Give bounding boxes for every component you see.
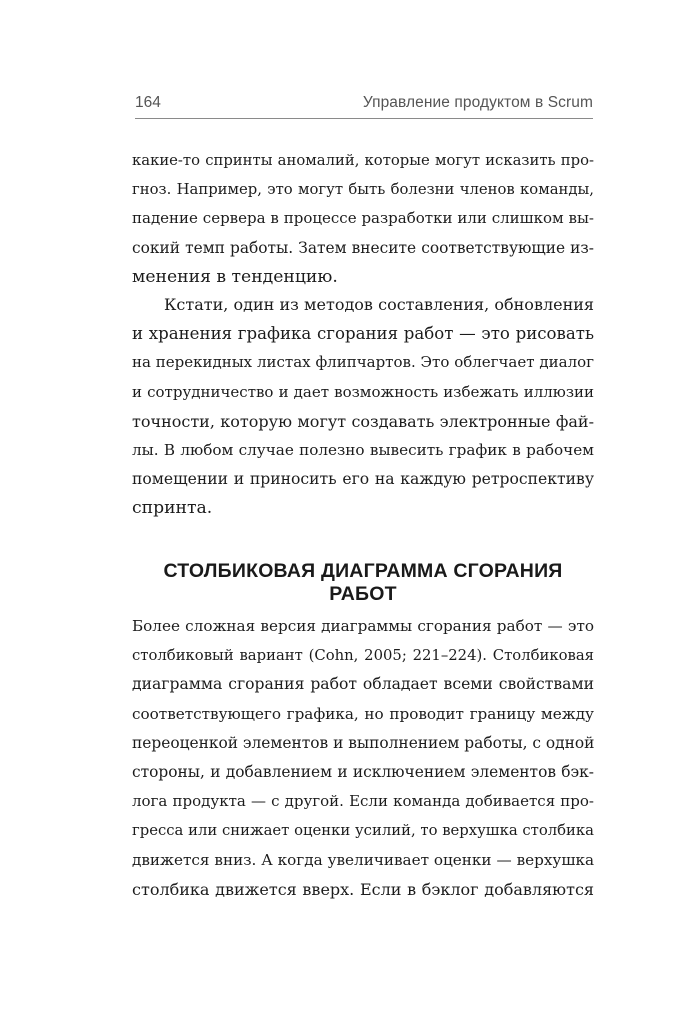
paragraph-line: помещении и приносить его на каждую ретроспективу xyxy=(132,470,594,489)
paragraph-line: гноз. Например, это могут быть болезни членов команды, xyxy=(132,181,594,199)
paragraph-line: столбиковый вариант (Cohn, 2005; 221–224). Столбиковая xyxy=(132,647,594,665)
paragraph-3 xyxy=(132,612,594,904)
paragraph-line: соответствующего графика, но проводит границу между xyxy=(132,704,594,723)
page-number: 164 xyxy=(135,94,161,111)
page-header xyxy=(135,92,593,119)
paragraph-2 xyxy=(132,290,594,524)
paragraph-line: точности, которую могут создавать электронные фай- xyxy=(132,411,594,431)
paragraph-line: сокий темп работы. Затем внесите соответствующие из- xyxy=(132,238,594,257)
paragraph-1 xyxy=(132,146,594,292)
paragraph-line: и сотрудничество и дает возможность избежать иллюзии xyxy=(132,382,594,401)
paragraph-line: лога продукта — с другой. Если команда добивается про- xyxy=(132,792,594,811)
paragraph-line: лы. В любом случае полезно вывесить график в рабочем xyxy=(132,440,594,459)
section-heading: СТОЛБИКОВАЯ ДИАГРАММА СГОРАНИЯ РАБОТ xyxy=(163,560,563,605)
paragraph-line: спринта. xyxy=(132,498,213,519)
paragraph-line: переоценкой элементов и выполнением работы, с одной xyxy=(132,733,595,752)
paragraph-line: столбика движется вверх. Если в бэклог добавляются xyxy=(132,879,594,899)
paragraph-line: какие-то спринты аномалий, которые могут исказить про- xyxy=(132,152,594,169)
paragraph-line: и хранения графика сгорания работ — это рисовать xyxy=(132,324,594,344)
paragraph-line: диаграмма сгорания работ обладает всеми свойствами xyxy=(132,675,594,694)
paragraph-line: на перекидных листах флипчартов. Это облегчает диалог xyxy=(132,353,594,372)
paragraph-line: Кстати, один из методов составления, обновления xyxy=(164,295,594,314)
paragraph-line: менения в тенденцию. xyxy=(132,266,338,287)
paragraph-line: стороны, и добавлением и исключением элементов бэк- xyxy=(132,762,594,781)
paragraph-line: движется вниз. А когда увеличивает оценки — верхушка xyxy=(132,850,594,869)
paragraph-line: гресса или снижает оценки усилий, то верхушка столбика xyxy=(132,822,594,840)
paragraph-line: падение сервера в процессе разработки или слишком вы- xyxy=(132,209,594,228)
running-title: Управление продуктом в Scrum xyxy=(362,94,593,111)
paragraph-line: Более сложная версия диаграммы сгорания работ — это xyxy=(132,617,594,635)
